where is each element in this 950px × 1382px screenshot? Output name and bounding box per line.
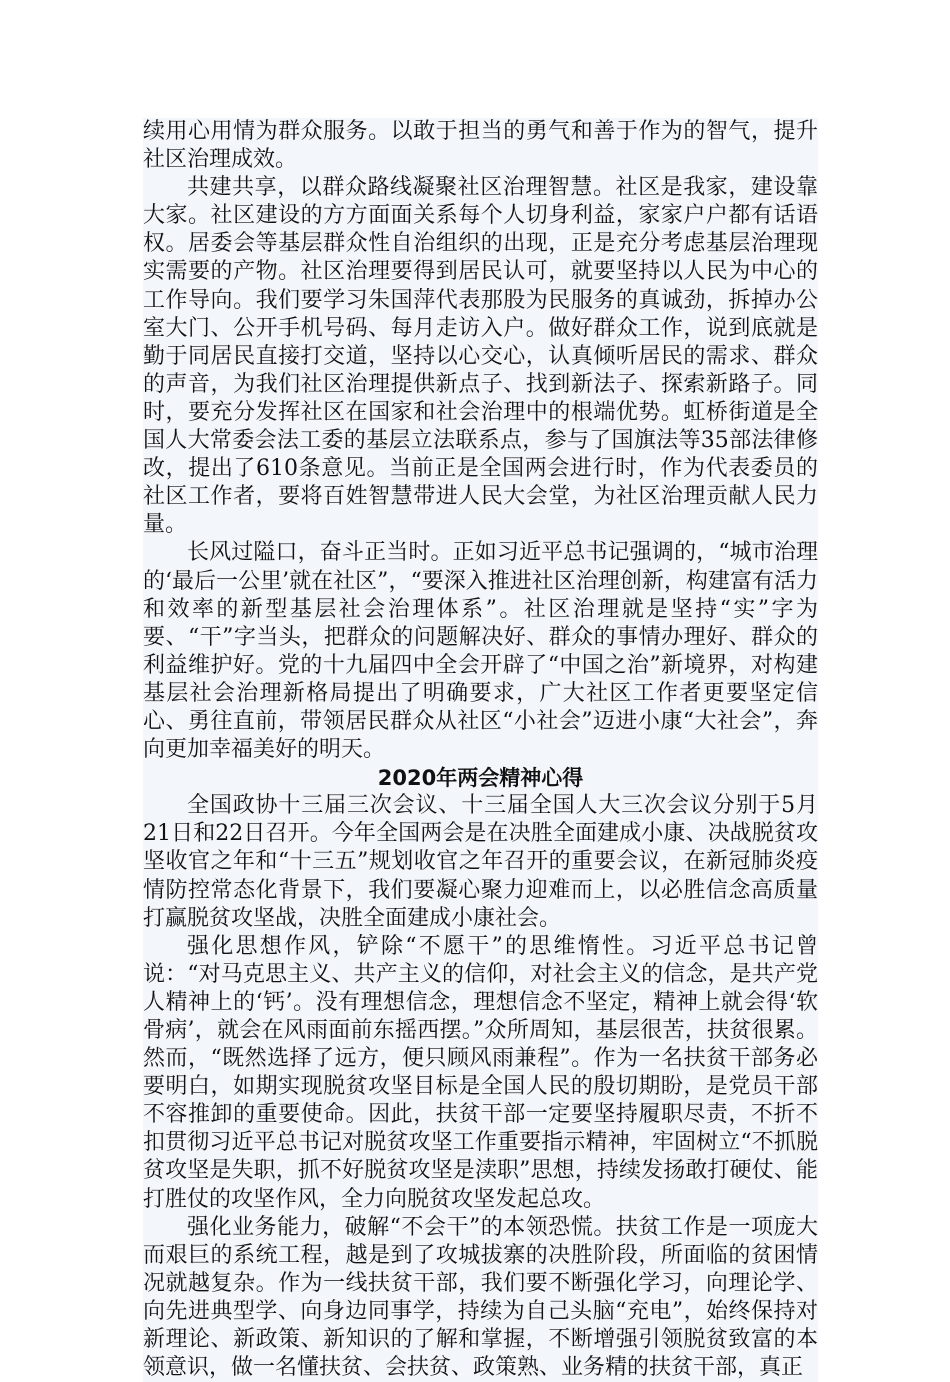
document-body [143, 118, 818, 1382]
paragraph-business-ability: 强化业务能力，破解“不会干”的本领恐慌。扶贫工作是一项庞大而艰巨的系统工程，越是到了攻城拔寨的决胜阶段，所面临的贫困情况就越复杂。作为一线扶贫干部，我们要不断强化学习，向理论学、向先进典型学、向身边同事学，持续为自己头脑“充电”，始终保持对新理论、新政策、新知识的了解和掌握，不断增强引领脱贫致富的本领意识，做一名懂扶贫、会扶贫、政策熟、业务精的扶贫干部，真正 [143, 1214, 818, 1382]
paragraph-continued: 续用心用情为群众服务。以敢于担当的勇气和善于作为的智气，提升社区治理成效。 [143, 118, 818, 174]
paragraph-two-sessions: 全国政协十三届三次会议、十三届全国人大三次会议分别于5月21日和22日召开。今年全国两会是在决胜全面建成小康、决战脱贫攻坚收官之年和“十三五”规划收官之年召开的重要会议，在新冠肺炎疫情防控常态化背景下，我们要凝心聚力迎难而上，以必胜信念高质量打赢脱贫攻坚战，决胜全面建成小康社会。 [143, 792, 818, 932]
paragraph-co-construction: 共建共享，以群众路线凝聚社区治理智慧。社区是我家，建设靠大家。社区建设的方方面面关系每个人切身利益，家家户户都有话语权。居委会等基层群众性自治组织的出现，正是充分考虑基层治理现实需要的产物。社区治理要得到居民认可，就要坚持以人民为中心的工作导向。我们要学习朱国萍代表那股为民服务的真诚劲，拆掉办公室大门、公开手机号码、每月走访入户。做好群众工作，说到底就是勤于同居民直接打交道，坚持以心交心，认真倾听居民的需求、群众的声音，为我们社区治理提供新点子、找到新法子、探索新路子。同时，要充分发挥社区在国家和社会治理中的根端优势。虹桥街道是全国人大常委会法工委的基层立法联系点，参与了国旗法等35部法律修改，提出了610条意见。当前正是全国两会进行时，作为代表委员的社区工作者，要将百姓智慧带进人民大会堂，为社区治理贡献人民力量。 [143, 174, 818, 539]
paragraph-long-wind: 长风过隘口，奋斗正当时。正如习近平总书记强调的，“城市治理的‘最后一公里’就在社区”，“要深入推进社区治理创新，构建富有活力和效率的新型基层社会治理体系”。社区治理就是坚持“实”字为要、“干”字当头，把群众的问题解决好、群众的事情办理好、群众的利益维护好。党的十九届四中全会开辟了“中国之治”新境界，对构建基层社会治理新格局提出了明确要求，广大社区工作者更要坚定信心、勇往直前，带领居民群众从社区“小社会”迈进小康“大社会”，奔向更加幸福美好的明天。 [143, 539, 818, 764]
section-heading: 2020年两会精神心得 [143, 764, 818, 792]
paragraph-ideological-style: 强化思想作风，铲除“不愿干”的思维惰性。习近平总书记曾说：“对马克思主义、共产主义的信仰，对社会主义的信念，是共产党人精神上的‘钙’。没有理想信念，理想信念不坚定，精神上就会得‘软骨病’，就会在风雨面前东摇西摆。”众所周知，基层很苦，扶贫很累。然而，“既然选择了远方，便只顾风雨兼程”。作为一名扶贫干部务必要明白，如期实现脱贫攻坚目标是全国人民的殷切期盼，是党员干部不容推卸的重要使命。因此，扶贫干部一定要坚持履职尽责，不折不扣贯彻习近平总书记对脱贫攻坚工作重要指示精神，牢固树立“不抓脱贫攻坚是失职，抓不好脱贫攻坚是渎职”思想，持续发扬敢打硬仗、能打胜仗的攻坚作风，全力向脱贫攻坚发起总攻。 [143, 933, 818, 1214]
